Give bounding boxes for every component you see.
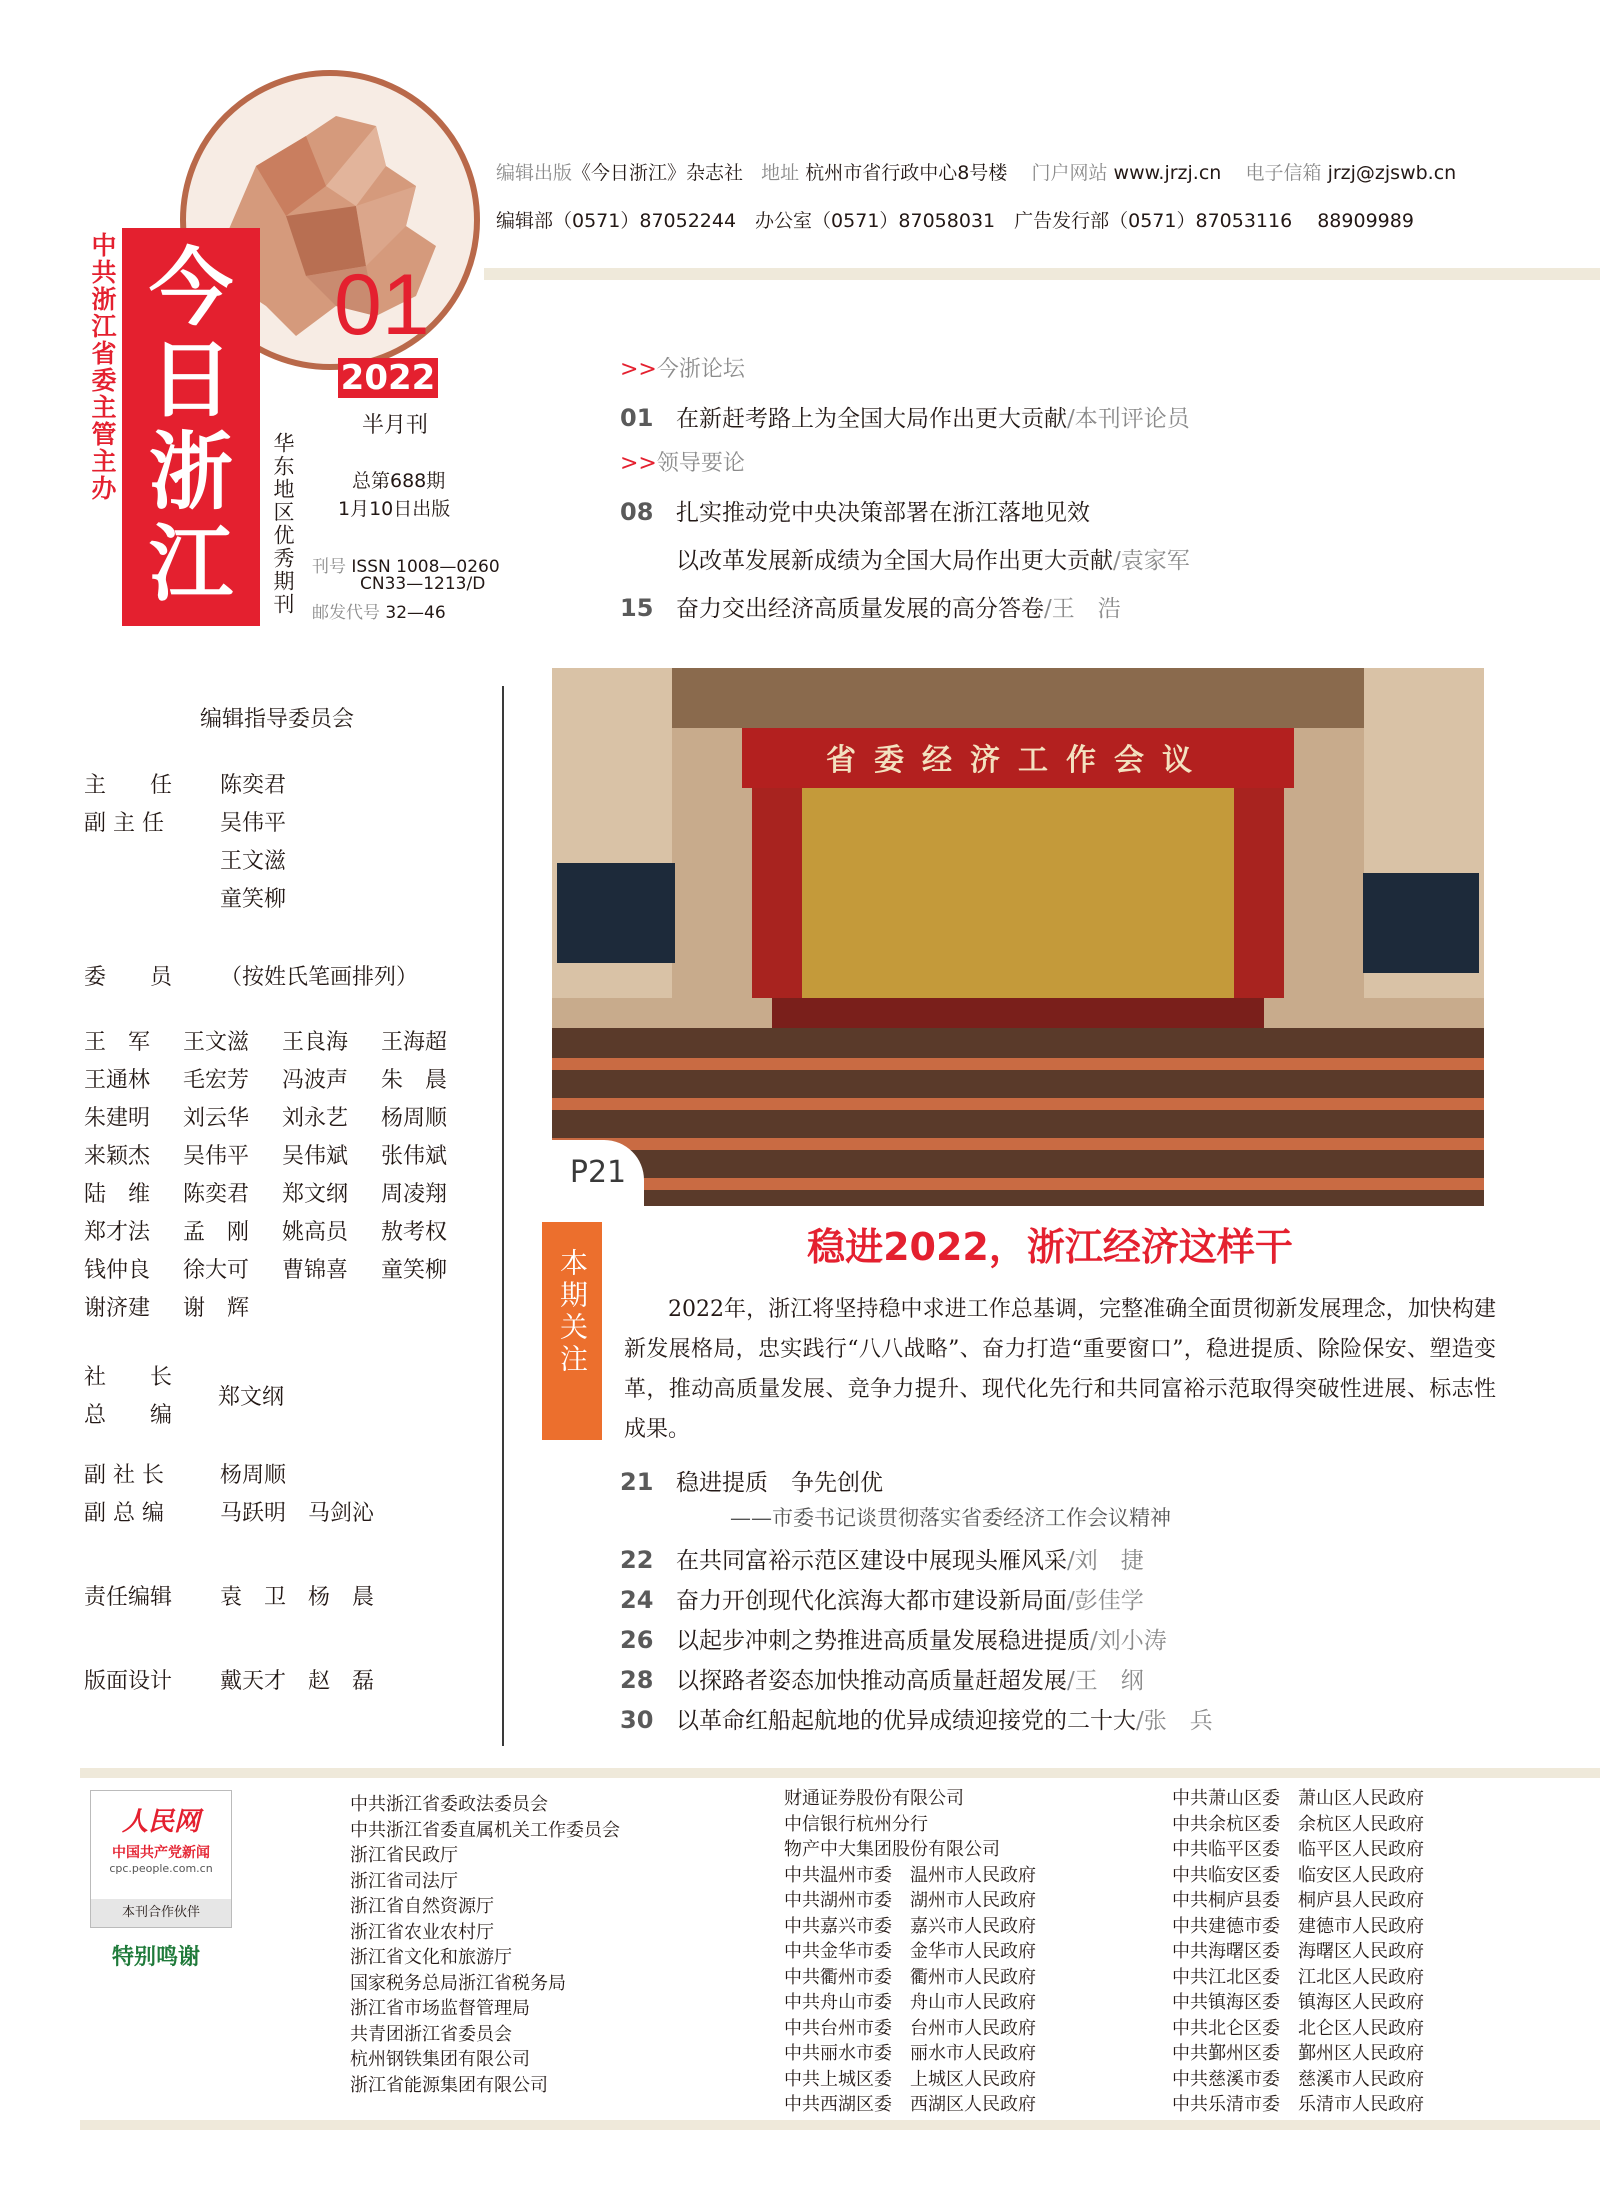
deputy-row: 副 主 任 吴伟平 — [84, 811, 287, 836]
partner-tag: 本刊合作伙伴 — [91, 1899, 231, 1927]
magazine-logo — [122, 228, 260, 626]
member-name: 王通林 — [84, 1068, 151, 1093]
thanks-entry: 中共衢州市委 衢州市人民政府 — [784, 1966, 1036, 1988]
member-name: 吴伟平 — [183, 1144, 250, 1169]
issue-number: 01 — [334, 257, 430, 353]
member-name: 朱 晨 — [381, 1068, 448, 1093]
footer-rule-top — [80, 1768, 1600, 1778]
thanks-entry: 浙江省司法厅 — [350, 1870, 458, 1892]
thanks-entry: 中共浙江省委直属机关工作委员会 — [350, 1819, 620, 1841]
header-rule — [484, 268, 1600, 280]
toc-item[interactable]: 26 以起步冲刺之势推进高质量发展稳进提质/刘小涛 — [620, 1626, 1167, 1654]
member-name: 谢济建 — [84, 1296, 151, 1321]
toc-item[interactable]: 22 在共同富裕示范区建设中展现头雁风采/刘 捷 — [620, 1546, 1144, 1574]
logo-char: 今 — [148, 238, 233, 337]
toc-item[interactable]: 28 以探路者姿态加快推动高质量赶超发展/王 纲 — [620, 1666, 1144, 1694]
vce-row: 副 总 编 马跃明 马剑沁 — [84, 1501, 375, 1526]
member-name: 来颖杰 — [84, 1144, 151, 1169]
thanks-col-2 — [784, 1786, 1036, 2118]
thanks-entry: 中共湖州市委 湖州市人民政府 — [784, 1890, 1036, 1911]
partner-url: cpc.people.com.cn — [109, 1862, 213, 1875]
thanks-entry: 中共温州市委 温州市人民政府 — [784, 1864, 1036, 1886]
section-head-forum: >>今浙论坛 — [620, 357, 745, 382]
member-name: 郑文纲 — [282, 1182, 349, 1207]
thanks-entry: 中共海曙区委 海曙区人民政府 — [1172, 1941, 1424, 1962]
thanks-entry: 浙江省自然资源厅 — [350, 1896, 494, 1917]
thanks-entry: 中信银行杭州分行 — [784, 1813, 928, 1835]
thanks-entry: 中共鄞州区委 鄞州区人民政府 — [1172, 2043, 1424, 2064]
total-issue: 总第688期 — [352, 470, 446, 492]
thanks-entry: 中共西湖区委 西湖区人民政府 — [784, 2094, 1036, 2115]
toc-item[interactable]: 以改革发展新成绩为全国大局作出更大贡献/袁家军 — [676, 548, 1190, 574]
design-row: 版面设计 戴天才 赵 磊 — [84, 1669, 375, 1694]
postal-line: 邮发代号 32—46 — [312, 603, 446, 623]
focus-label: 本期关注 — [556, 1248, 589, 1376]
thanks-entry: 中共丽水市委 丽水市人民政府 — [784, 2043, 1036, 2064]
member-name: 毛宏芳 — [183, 1068, 250, 1093]
thanks-entry: 中共镇海区委 镇海区人民政府 — [1172, 1992, 1424, 2013]
toc-subtitle: ——市委书记谈贯彻落实省委经济工作会议精神 — [730, 1506, 1171, 1530]
thanks-entry: 中共余杭区委 余杭区人民政府 — [1172, 1813, 1424, 1835]
feature-lede: 2022年，浙江将坚持稳中求进工作总基调，完整准确全面贯彻新发展理念，加快构建新发展格局，忠实践行“八八战略”、奋力打造“重要窗口”，稳进提质、除险保安、塑造变革，推动高质量发展、竞争力提升、现代化先行和共同富裕示范取得突破性进展、标志性成果。 — [624, 1297, 1496, 1442]
thanks-entry: 浙江省文化和旅游厅 — [350, 1947, 512, 1968]
thanks-entry: 中共台州市委 台州市人民政府 — [784, 2017, 1036, 2039]
thanks-entry: 物产中大集团股份有限公司 — [784, 1839, 1000, 1860]
member-name: 王海超 — [381, 1030, 448, 1055]
thanks-entry: 中共嘉兴市委 嘉兴市人民政府 — [784, 1915, 1036, 1937]
member-name: 徐大可 — [183, 1258, 250, 1283]
members-head: 委 员 （按姓氏笔画排列） — [84, 965, 419, 990]
member-name: 刘永艺 — [282, 1106, 349, 1131]
thanks-col-3 — [1172, 1786, 1424, 2118]
thanks-entry: 中共临平区委 临平区人民政府 — [1172, 1839, 1424, 1860]
thanks-entry: 杭州钢铁集团有限公司 — [350, 2049, 530, 2070]
toc-item[interactable]: 21 稳进提质 争先创优 — [620, 1468, 883, 1496]
pub-date: 1月10日出版 — [338, 498, 451, 520]
member-name: 周凌翔 — [381, 1182, 448, 1207]
member-name: 陆 维 — [84, 1182, 151, 1207]
logo-char: 江 — [148, 514, 233, 613]
feature-headline: 稳进2022，浙江经济这样干 — [807, 1225, 1293, 1269]
thanks-entry: 浙江省能源集团有限公司 — [350, 2074, 548, 2096]
member-name: 谢 辉 — [183, 1296, 250, 1321]
thanks-entry: 中共舟山市委 舟山市人民政府 — [784, 1992, 1036, 2013]
logo-char: 浙 — [148, 422, 233, 521]
honor-text: 华东地区优秀期刊 — [271, 432, 295, 616]
thanks-entry: 共青团浙江省委员会 — [350, 2023, 512, 2045]
thanks-entry: 中共浙江省委政法委员会 — [350, 1794, 548, 1815]
thanks-entry: 中共江北区委 江北区人民政府 — [1172, 1966, 1424, 1988]
page-tag: P21 — [552, 1140, 644, 1206]
toc-item[interactable]: 24 奋力开创现代化滨海大都市建设新局面/彭佳学 — [620, 1586, 1144, 1614]
member-name: 童笑柳 — [381, 1258, 448, 1283]
deputy-name: 王文滋 — [220, 849, 287, 874]
vp-row: 副 社 长 杨周顺 — [84, 1463, 287, 1488]
email-link[interactable]: jrzj@zjswb.cn — [1327, 162, 1457, 184]
deputy-name: 童笑柳 — [220, 887, 287, 912]
cn-line: CN33—1213/D — [360, 574, 486, 594]
thanks-entry: 国家税务总局浙江省税务局 — [350, 1972, 566, 1994]
member-name: 王 军 — [84, 1030, 151, 1055]
issn-line: 刊号 ISSN 1008—0260 — [312, 557, 500, 577]
thanks-col-1 — [350, 1792, 620, 2098]
member-name: 朱建明 — [84, 1106, 151, 1131]
president-name: 郑文纲 — [218, 1385, 285, 1410]
thanks-entry: 中共临安区委 临安区人民政府 — [1172, 1864, 1424, 1886]
member-name: 张伟斌 — [381, 1144, 448, 1169]
publisher-line: 编辑出版《今日浙江》杂志社 地址 杭州市省行政中心8号楼 门户网站 www.jrzj.cn 电子信箱 jrzj@zjswb.cn — [496, 162, 1457, 184]
partner-logo-box[interactable] — [90, 1790, 232, 1928]
member-name: 吴伟斌 — [282, 1144, 349, 1169]
member-name: 刘云华 — [183, 1106, 250, 1131]
member-name: 杨周顺 — [381, 1106, 448, 1131]
member-name: 曹锦喜 — [282, 1258, 349, 1283]
resp-editor-row: 责任编辑 袁 卫 杨 晨 — [84, 1585, 375, 1610]
thanks-entry: 中共萧山区委 萧山区人民政府 — [1172, 1788, 1424, 1809]
thanks-entry: 中共上城区委 上城区人民政府 — [784, 2068, 1036, 2090]
frequency: 半月刊 — [362, 413, 429, 438]
members-grid — [84, 1024, 504, 1328]
partner-logo: 人民网 — [121, 1807, 200, 1837]
member-name: 陈奕君 — [183, 1182, 250, 1207]
member-name: 郑才法 — [84, 1220, 151, 1245]
thanks-entry: 中共建德市委 建德市人民政府 — [1172, 1915, 1424, 1937]
thanks-entry: 中共乐清市委 乐清市人民政府 — [1172, 2094, 1424, 2115]
section-head-leaders: >>领导要论 — [620, 451, 745, 476]
member-name: 钱仲良 — [84, 1258, 151, 1283]
thanks-entry: 浙江省市场监督管理局 — [350, 1998, 530, 2019]
member-name: 敖考权 — [381, 1220, 448, 1245]
toc-item[interactable]: 01 在新赶考路上为全国大局作出更大贡献/本刊评论员 — [620, 404, 1190, 432]
member-name: 王文滋 — [183, 1030, 250, 1055]
member-name: 姚高员 — [282, 1220, 349, 1245]
thanks-entry: 中共桐庐县委 桐庐县人民政府 — [1172, 1890, 1424, 1911]
committee-title: 编辑指导委员会 — [200, 707, 355, 732]
focus-label-box — [542, 1222, 602, 1440]
sponsor-text: 中共浙江省委主管主办 — [88, 232, 117, 502]
partner-sub: 中国共产党新闻 — [112, 1845, 210, 1861]
thanks-entry: 财通证券股份有限公司 — [784, 1788, 964, 1809]
toc-item[interactable]: 08 扎实推动党中央决策部署在浙江落地见效 — [620, 498, 1090, 526]
phone-line: 编辑部（0571）87052244 办公室（0571）87058031 广告发行部（0571）87053116 88909989 — [496, 210, 1414, 232]
conference-hall-image — [552, 668, 1484, 1206]
director-row: 主 任 陈奕君 — [84, 773, 287, 798]
photo-banner-text: 省委经济工作会议 — [826, 743, 1210, 778]
footer-rule-bottom — [80, 2120, 1600, 2130]
issue-year: 2022 — [338, 358, 438, 398]
thanks-entry: 中共慈溪市委 慈溪市人民政府 — [1172, 2068, 1424, 2090]
portal-link[interactable]: www.jrzj.cn — [1113, 162, 1222, 184]
president-label: 社 长 — [84, 1365, 173, 1390]
toc-item[interactable]: 30 以革命红船起航地的优异成绩迎接党的二十大/张 兵 — [620, 1706, 1213, 1734]
thanks-entry: 中共金华市委 金华市人民政府 — [784, 1941, 1036, 1962]
member-name: 王良海 — [282, 1030, 349, 1055]
logo-char: 日 — [148, 330, 233, 429]
thanks-label: 特别鸣谢 — [112, 1944, 201, 1970]
toc-item[interactable]: 15 奋力交出经济高质量发展的高分答卷/王 浩 — [620, 594, 1121, 622]
member-name: 冯波声 — [282, 1068, 349, 1093]
conference-photo — [552, 668, 1484, 1206]
chief-editor-label: 总 编 — [84, 1403, 173, 1428]
thanks-entry: 浙江省民政厅 — [350, 1845, 458, 1866]
member-name: 孟 刚 — [183, 1220, 250, 1245]
thanks-entry: 中共北仑区委 北仑区人民政府 — [1172, 2017, 1424, 2039]
thanks-entry: 浙江省农业农村厅 — [350, 1921, 494, 1943]
